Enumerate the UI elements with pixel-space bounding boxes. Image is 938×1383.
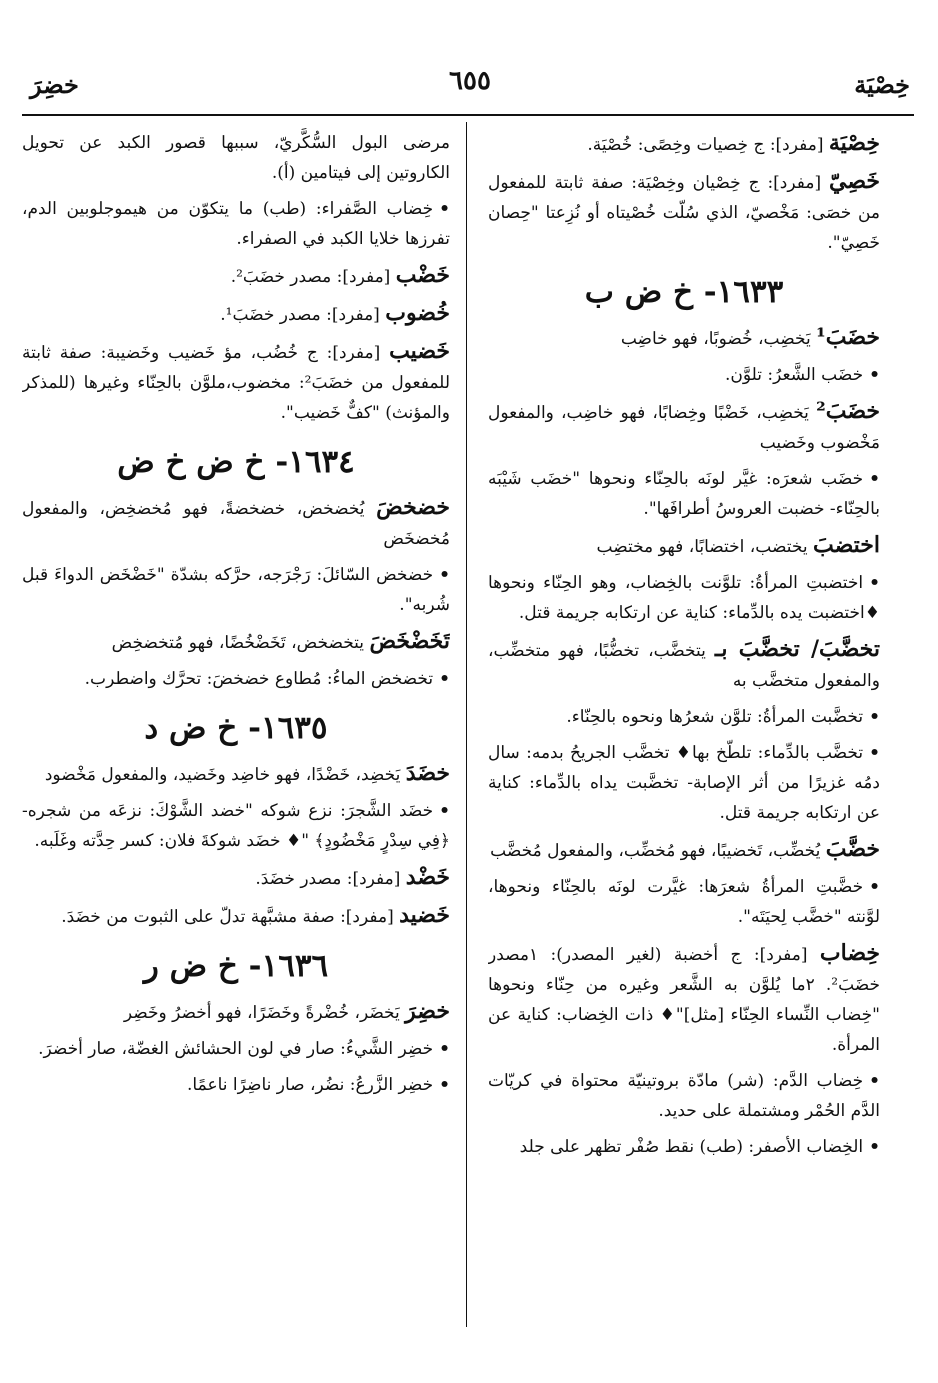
definition-text: [مفرد]: ج خِصيات وخِصًى: خُصْيَة. xyxy=(587,135,829,155)
sub-definition xyxy=(22,560,450,620)
page-header xyxy=(30,60,910,110)
sub-definition xyxy=(22,1034,450,1064)
headword: خضَبَ² xyxy=(816,398,880,424)
definition-text: يُخضخض، خضخضةً، فهو مُخضخِض، والمفعول مُخضخَض xyxy=(22,499,450,549)
bullet-icon: • xyxy=(869,743,880,763)
sub-definition-text: خضخض السّائلَ: رَجْرَجه، حرَّكه بشدّة "خَضْخَض الدواءَ قبل شُربه". xyxy=(22,565,450,615)
left-column xyxy=(22,128,450,1328)
sub-definition xyxy=(488,702,880,732)
root-heading: ١٦٣٣- خ ض ب xyxy=(584,274,784,310)
dictionary-entry xyxy=(488,128,880,160)
headword: تَخَضْخَضَ xyxy=(369,628,450,654)
headword: خُضوب xyxy=(385,300,450,326)
sub-definition-text: خضِر الزَّرعُ: نضُر، صار ناضِرًا ناعمًا. xyxy=(187,1075,434,1095)
definition-text: يَخضِد، خَضْدًا، فهو خاضِد وخَضيد، والمفعول مَخْضود xyxy=(44,765,406,785)
sub-definition-text: خضَب شعرَه: غيَّر لونَه بالحِنّاء ونحوها "خضَب شَيْبَه بالحِنّاء- خضبت العروسُ أطرافَها". xyxy=(488,469,880,519)
definition-text: [مفرد]: صفة مشبَّهة تدلّ على الثبوت من خضَدَ. xyxy=(61,907,400,927)
sub-definition-text: خِضاب الدَّم: (شر) مادّة بروتينيّة محتواة في كريّات الدَّم الحُمْر ومشتملة على حديد. xyxy=(488,1071,880,1121)
dictionary-entry xyxy=(488,634,880,696)
sub-definition xyxy=(22,1070,450,1100)
bullet-icon: • xyxy=(869,365,880,385)
bullet-icon: • xyxy=(869,469,880,489)
definition-text: يختضب، اختضابًا، فهو مختضِب xyxy=(596,537,813,557)
sub-definition xyxy=(488,1066,880,1126)
sub-definition-text: تخضَّب بالدِّماء: تلطّخ بها♦ تخضَّب الجريحُ بدمه: سال دمُه غزيرًا من أثر الإصابة- تخضَّبت يداه بالدِّماء: كناية عن ارتكابه جريمة قتل. xyxy=(488,743,880,823)
definition-text: [مفرد]: مصدر خضَبَ². xyxy=(230,267,396,287)
dictionary-entry xyxy=(22,996,450,1028)
sub-definition-text: الخِضاب الأصفر: (طب) نقط صُفْر تظهر على جلد xyxy=(519,1137,864,1157)
headword: تخضَّبَ/ تخضَّبَ بـ xyxy=(714,636,880,662)
sub-definition-text: تخضَّبت المرأةُ: تلوَّن شعرُها ونحوه بالحِنّاء. xyxy=(566,707,864,727)
dictionary-entry xyxy=(488,166,880,258)
definition-text: يتخضَّب، تخضُّبًا، فهو متخضِّب، والمفعول متخضَّب به xyxy=(488,641,880,691)
dictionary-entry xyxy=(22,492,450,554)
sub-definition xyxy=(22,796,450,856)
dictionary-entry xyxy=(22,298,450,330)
headword: خضِرَ xyxy=(405,998,450,1024)
dictionary-entry xyxy=(488,396,880,458)
dictionary-entry xyxy=(22,862,450,894)
root-heading: ١٦٣٥- خ ض د xyxy=(144,710,328,746)
sub-definition xyxy=(22,194,450,254)
dictionary-entry xyxy=(488,530,880,562)
bullet-icon: • xyxy=(439,1075,450,1095)
right-column xyxy=(488,128,880,1328)
headword: اختضبَ xyxy=(812,532,880,558)
headword: خَضْد xyxy=(405,864,450,890)
continued-text: مرضى البول السُّكَّريّ، سببها قصور الكبد عن تحويل الكاروتين إلى فيتامين (أ). xyxy=(22,133,450,183)
definition-text: يُخضِّب، تَخضيبًا، فهو مُخضِّب، والمفعول مُخضَّب xyxy=(490,841,826,861)
sub-definition-text: خضَب الشَّعرُ: تلوَّن. xyxy=(724,365,864,385)
headword: خضَبَ¹ xyxy=(816,324,880,350)
dictionary-entry xyxy=(488,938,880,1060)
bullet-icon: • xyxy=(869,1137,880,1157)
root-heading: ١٦٣٤- خ ض خ ض xyxy=(117,444,355,480)
definition-text: يَخضِب، خُضوبًا، فهو خاضِب xyxy=(620,329,817,349)
definition-text: [مفرد]: ج خِصْيان وخِصْيَة: صفة ثابتة للمفعول من خصَى: مَخْصيّ، الذي سُلّت خُصْيتاه أو نُزِعتا "حِصان خَصِيّ". xyxy=(488,173,880,253)
header-divider xyxy=(22,114,914,116)
sub-definition xyxy=(488,738,880,828)
bullet-icon: • xyxy=(869,1071,880,1091)
bullet-icon: • xyxy=(869,877,880,897)
root-heading: ١٦٣٦- خ ض ر xyxy=(143,948,329,984)
definition-text: يتخضخض، تَخَضْخُضًا، فهو مُتخضخِض xyxy=(111,633,370,653)
page-number: ٦٥٥ xyxy=(449,66,491,96)
dictionary-entry xyxy=(22,260,450,292)
dictionary-entry xyxy=(22,336,450,428)
dictionary-entry xyxy=(488,322,880,354)
dictionary-entry xyxy=(22,900,450,932)
sub-definition-text: تخضخض الماءُ: مُطاوع خضخضَ: تحرَّك واضطرب. xyxy=(84,669,434,689)
headword: خضَدَ xyxy=(405,760,450,786)
header-first-word: خِصْيَة xyxy=(854,70,910,99)
headword: خَصِيّ xyxy=(828,168,880,194)
sub-definition xyxy=(488,1132,880,1162)
bullet-icon: • xyxy=(439,199,450,219)
definition-text: يَخضِب، خَضْبًا وخِضابًا، فهو خاضِب، والمفعول مَخْضوب وخَضيب xyxy=(488,403,880,453)
sub-definition-text: خِضاب الصَّفراء: (طب) ما يتكوّن من هيموجلوبين الدم، تفرزها خلايا الكبد في الصفراء. xyxy=(22,199,450,249)
sub-definition-text: خضَد الشَّجرَ: نزع شوكه "خضد الشَّوْكَ: نزعَه من شجره- ﴿فِي سِدْرٍ مَخْضُودٍ﴾ "♦ خضَد شوكةَ فلان: كسر حِدَّته وغَلَبه. xyxy=(22,801,450,851)
definition-text: يَخضَر، خُضْرةً وخَضَرًا، فهو أخضرُ وخَضِر xyxy=(123,1003,406,1023)
bullet-icon: • xyxy=(439,1039,450,1059)
dictionary-entry xyxy=(22,626,450,658)
headword: خَضْب xyxy=(395,262,450,288)
sub-definition xyxy=(22,664,450,694)
sub-definition xyxy=(488,464,880,524)
headword: خِضاب xyxy=(819,940,880,966)
sub-definition xyxy=(488,872,880,932)
header-last-word: خضِرَ xyxy=(30,70,79,99)
headword: خَضيد xyxy=(399,902,450,928)
definition-text: [مفرد]: ج أخضبة (لغير المصدر): ١مصدر خضَبَ². ٢ما يُلوَّن به الشَّعر وغيره من حِنّاء ونحوها "خِضاب النِّساء الحِنّاء [مثل]"♦ ذات الخِضاب: كناية عن المرأة. xyxy=(488,945,880,1055)
bullet-icon: • xyxy=(869,707,880,727)
headword: خَضيب xyxy=(389,338,450,364)
definition-text: [مفرد]: مصدر خضَدَ. xyxy=(255,869,406,889)
sub-definition-text: خضِر الشَّيءُ: صار في لون الحشائش الغضّة، صار أخضرَ. xyxy=(38,1039,434,1059)
definition-text: [مفرد]: مصدر خضَبَ¹. xyxy=(220,305,386,325)
bullet-icon: • xyxy=(439,669,450,689)
sub-definition xyxy=(488,360,880,390)
bullet-icon: • xyxy=(439,801,450,821)
sub-definition xyxy=(488,568,880,628)
column-divider xyxy=(466,122,467,1327)
bullet-icon: • xyxy=(439,565,450,585)
headword: خِصْيَة xyxy=(828,130,880,156)
definition-text: [مفرد]: ج خُضُب، مؤ خَضيب وخَضيبة: صفة ثابتة للمفعول من خضَبَ²: مخضوب،ملوَّن بالحِنّاء وغيرها (للمذكر والمؤنث) "كفٌّ خَضيب". xyxy=(22,343,450,423)
headword: خضخضَ xyxy=(376,494,450,520)
headword: خضَّبَ xyxy=(825,836,880,862)
sub-definition-text: اختضبتِ المرأةُ: تلوَّنت بالخِضاب، وهو الحِنّاء ونحوها ♦اختضبت يده بالدِّماء: كناية عن ارتكابه جريمة قتل. xyxy=(488,573,880,623)
bullet-icon: • xyxy=(869,573,880,593)
dictionary-entry xyxy=(22,758,450,790)
dictionary-entry xyxy=(488,834,880,866)
sub-definition-text: خضَّبتِ المرأةُ شعرَها: غيَّرت لونَه بالحِنّاء ونحوها، لوَّنته "خضَّب لِحيَتَه". xyxy=(488,877,880,927)
